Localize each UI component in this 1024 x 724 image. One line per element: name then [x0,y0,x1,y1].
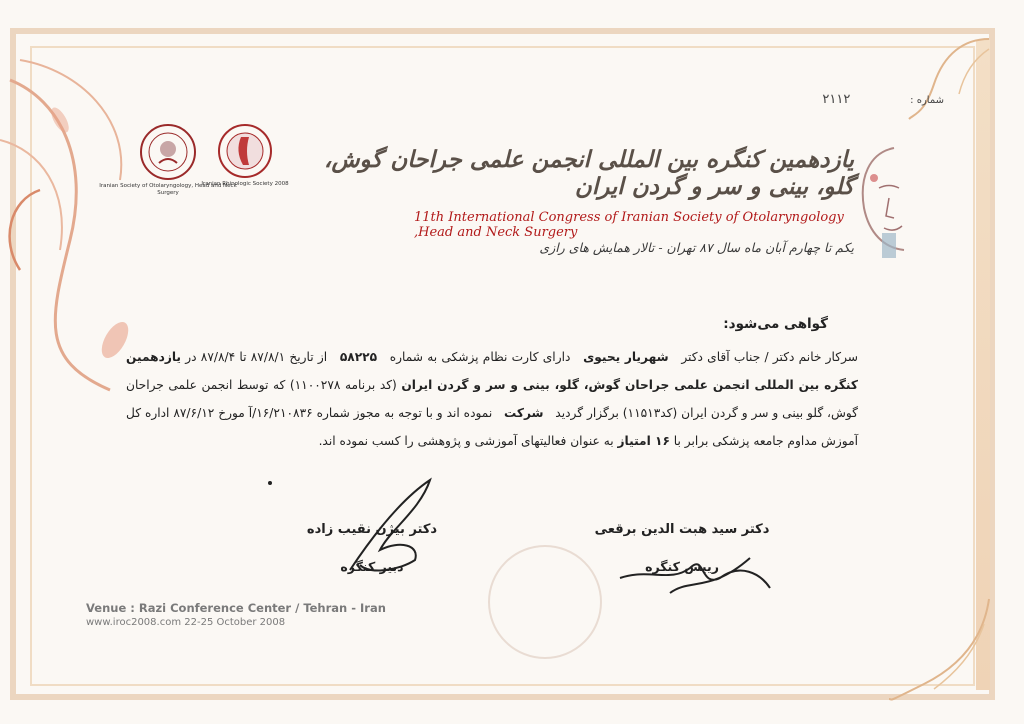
body-text: سرکار خانم دکتر / جناب آقای دکتر [681,350,859,364]
cme-points: ۱۶ امتیاز [617,434,670,448]
serial-label: شماره : [910,95,944,106]
corner-ornament-bottom-right [884,594,994,704]
body-text: به عنوان فعالیتهای آموزشی و پژوهشی را کسب نموده اند. [318,434,614,448]
body-text: اداره کل آموزش مداوم جامعه پزشکی برابر با [126,406,858,448]
website-dates: www.iroc2008.com 22-25 October 2008 [86,617,286,628]
congress-title-persian: یازدهمین کنگره بین المللی انجمن علمی جراحان گوش، گلو، بینی و سر و گردن ایران [324,146,854,200]
signatory-role: دبیر کنگره [340,559,404,574]
congress-name: یازدهمین کنگره بین المللی انجمن علمی جراحان گوش، گلو، بینی و سر و گردن ایران [126,350,858,392]
serial-number [822,92,944,107]
recipient-name: شهریار یحیوی [583,350,669,364]
corner-ornament-top-right [904,34,994,124]
body-text: از تاریخ ۸۷/۸/۱ تا ۸۷/۸/۴ در [185,350,328,364]
congress-date-location: یکم تا چهارم آبان ماه سال ۸۷ تهران - تالار همایش های رازی [539,240,854,255]
logo-caption: Iranian Society of Otolaryngology, Head and Neck Surgery [99,183,237,197]
body-text: جراحان گوش، گلو بینی و سر و گردن ایران (کد۱۱۵۱۳) برگزار گردید [126,378,858,420]
body-text: دارای کارت نظام پزشکی به شماره [389,350,571,364]
body-text: نموده اند و با توجه به مجوز شماره ۱۶/۲۱۰۸۳۶/آ مورخ ۸۷/۶/۱۲ [173,406,493,420]
signature-president [572,522,792,574]
logo-caption: Iranian Rhinologic Society 2008 [201,181,289,187]
certificate-body [126,343,858,455]
face-illustration-icon [844,138,934,268]
signatory-role: رییس کنگره [645,559,719,574]
congress-title-english: 11th International Congress of Iranian Society of Otolaryngology ,Head and Neck Surgery [414,210,844,240]
participation-word: شرکت [503,406,544,420]
society-seal-icon [139,123,197,181]
venue-info: Venue : Razi Conference Center / Tehran - Iran [86,601,386,615]
body-text: (کد برنامه ۱۱۰۰۲۷۸) که توسط انجمن علمی [168,378,397,392]
certificate-heading: گواهی می‌شود: [723,316,828,332]
signatory-name: دکتر بیژن نقیب زاده [306,522,438,537]
border-strip-right [976,40,990,690]
serial-value: ۲۱۱۲ [822,92,851,107]
signatory-name: دکتر سید هبت الدین برقعی [594,522,770,537]
rhinologic-seal-icon [217,123,273,179]
ink-dot [268,481,272,485]
logo-rhinologic-society [200,123,290,188]
signature-secretary [282,522,462,574]
medical-number: ۵۸۲۲۵ [339,350,378,364]
